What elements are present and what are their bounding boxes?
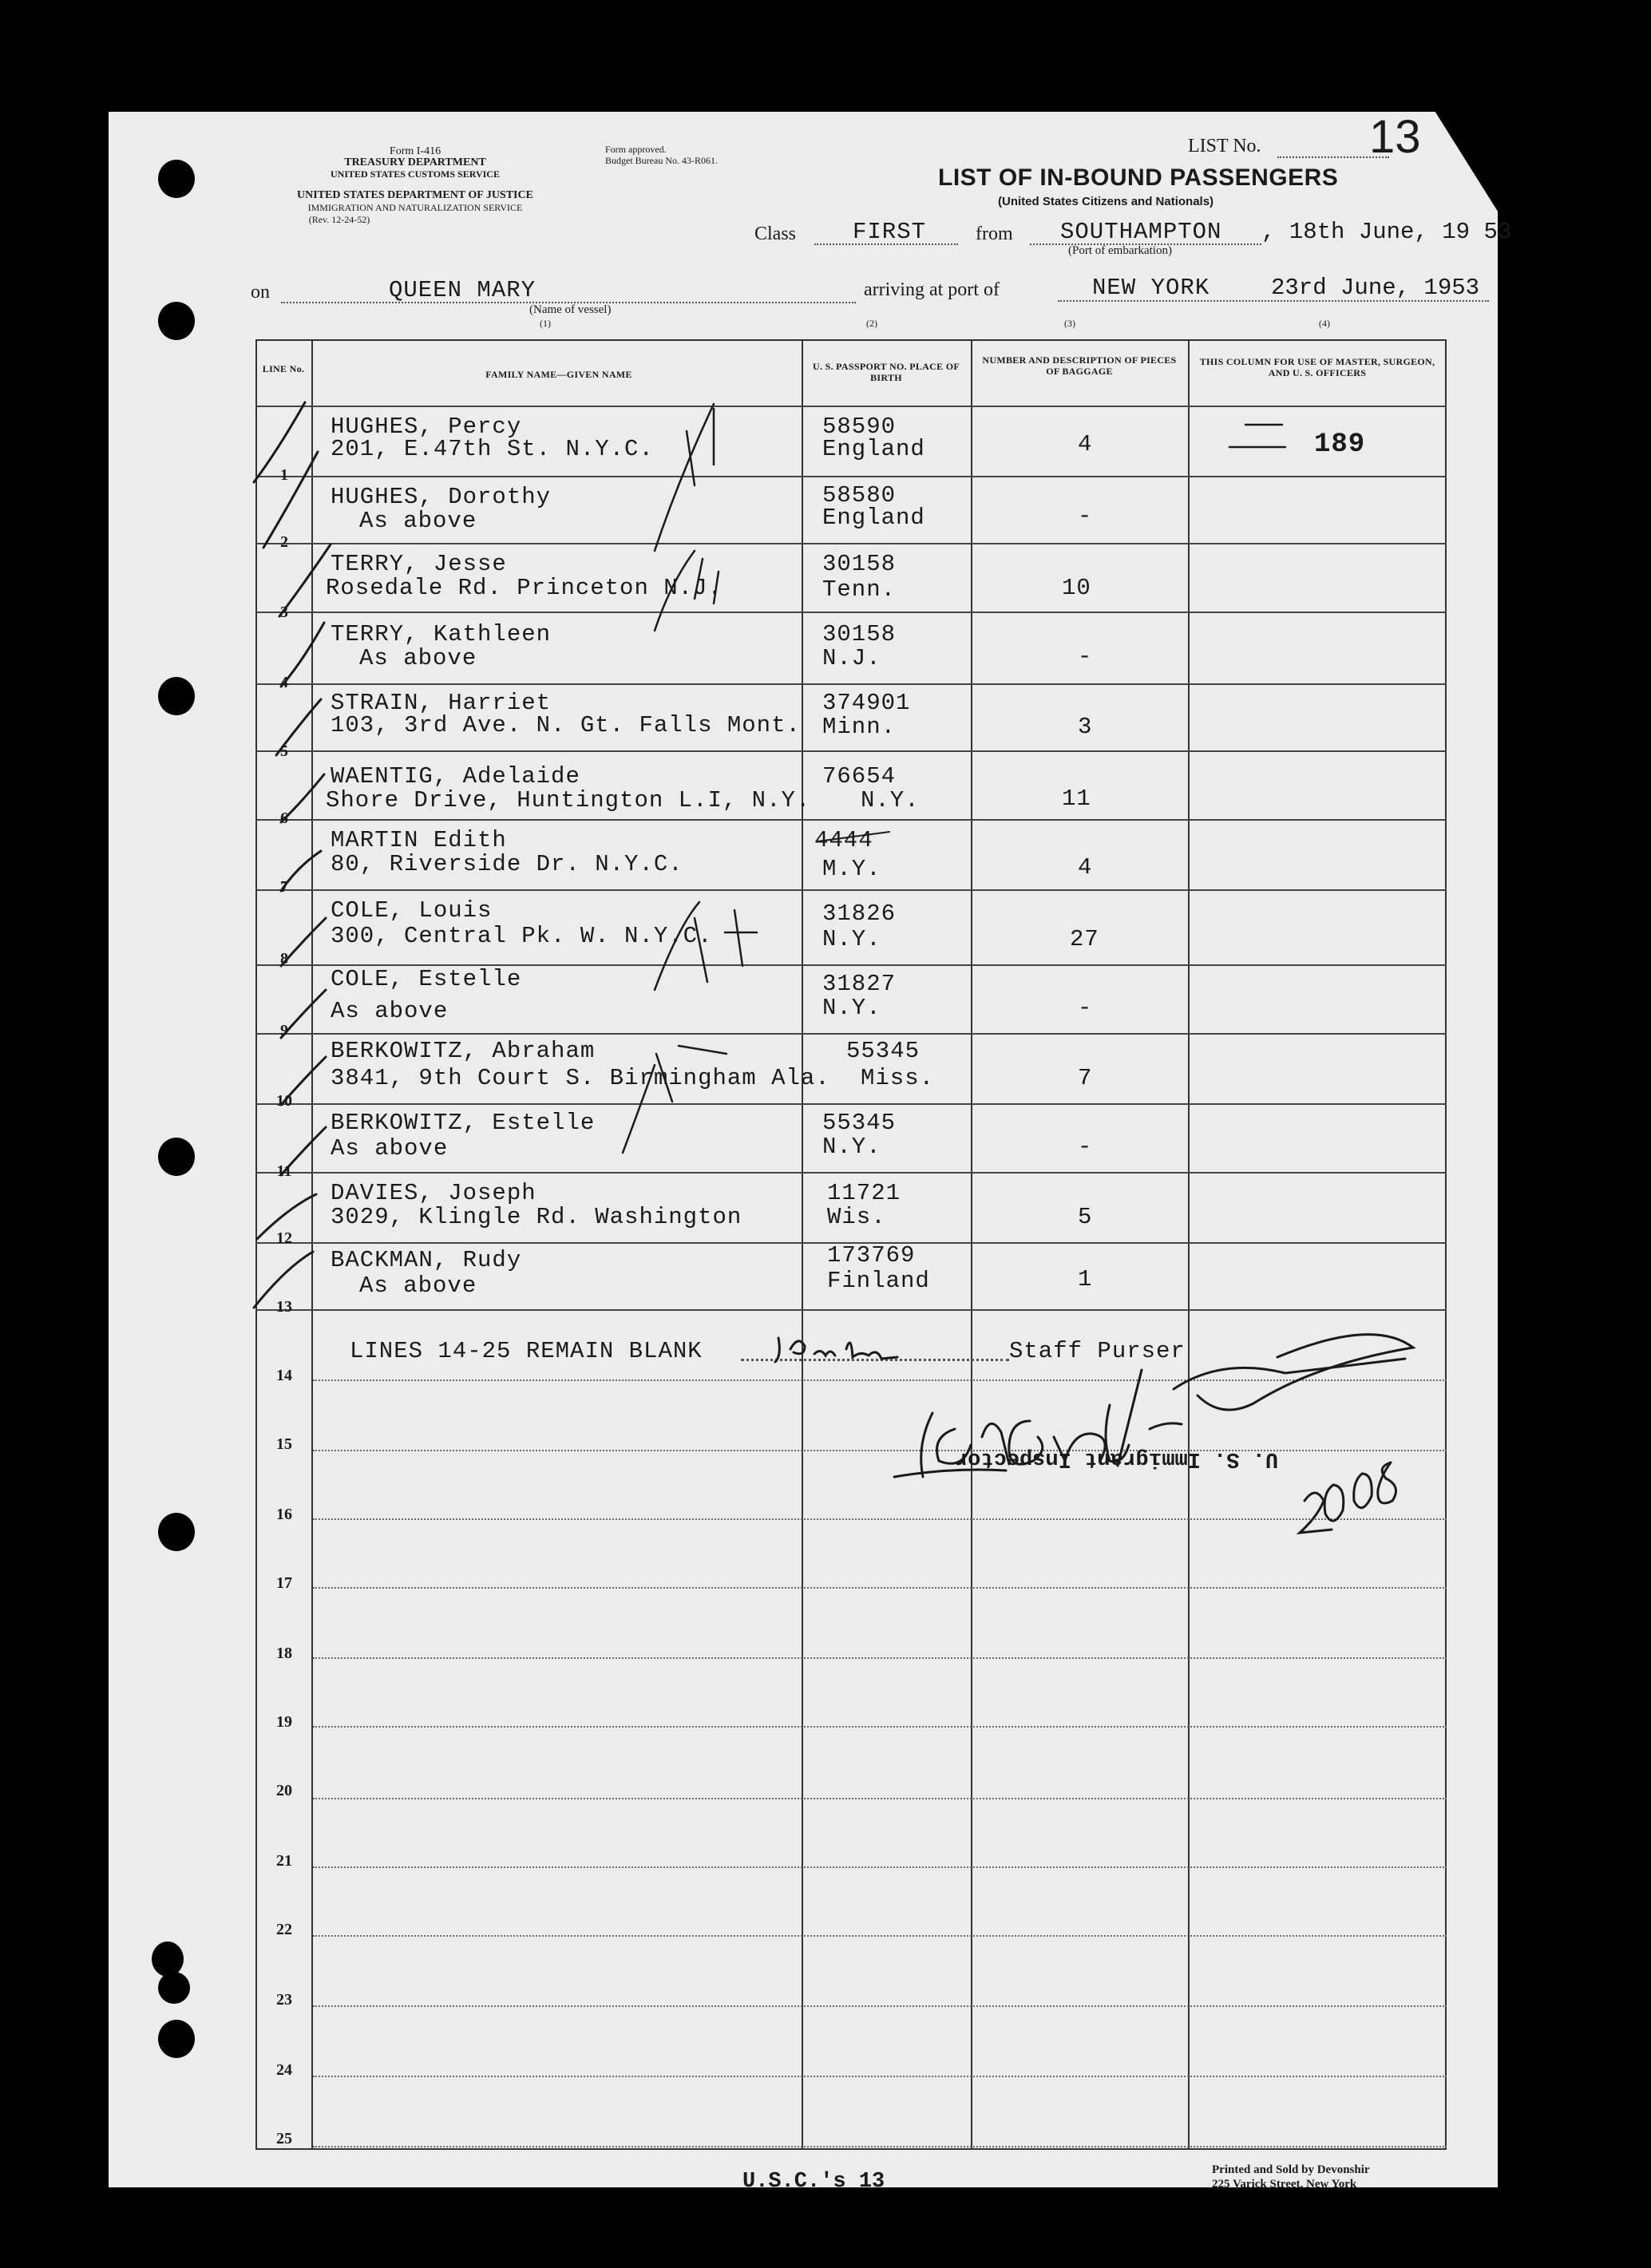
baggage-count: 5 [1078, 1204, 1093, 1230]
footer-code: U.S.C.'s 13 [742, 2170, 885, 2194]
passport-number: 76654 [822, 763, 897, 790]
justice-dept: UNITED STATES DEPARTMENT OF JUSTICE [297, 189, 533, 201]
list-no-label: LIST No. [1188, 136, 1261, 156]
row-rule [255, 543, 1447, 544]
baggage-count: 11 [1062, 786, 1091, 812]
row-rule [313, 2076, 1447, 2077]
line-number: 14 [276, 1367, 292, 1384]
class-label: Class [754, 224, 797, 244]
line-number: 23 [276, 1991, 292, 2009]
col-number-4: (4) [1319, 318, 1330, 329]
form-approved: Form approved. [605, 144, 667, 155]
place-of-birth: Finland [827, 1268, 930, 1294]
printer-line-2: 225 Varick Street, New York [1212, 2178, 1357, 2191]
line-number: 20 [276, 1782, 292, 1799]
place-of-birth: Wis. [827, 1204, 886, 1230]
passenger-name: MARTIN Edith [331, 827, 507, 853]
on-label: on [251, 282, 270, 303]
row-rule [255, 889, 1447, 891]
baggage-count: 10 [1062, 575, 1091, 601]
line-number: 11 [276, 1162, 292, 1180]
place-of-birth: N.Y. [861, 787, 920, 813]
passport-number: 30158 [822, 621, 897, 647]
class-value: FIRST [853, 219, 927, 245]
row-rule [313, 1657, 1447, 1659]
row-rule [313, 1587, 1447, 1589]
passport-number: 58590 [822, 414, 897, 440]
punch-hole [158, 1138, 195, 1176]
remain-blank-note: LINES 14-25 REMAIN BLANK [350, 1338, 703, 1364]
line-number: 6 [280, 809, 288, 827]
baggage-count: - [1078, 995, 1093, 1021]
line-number: 24 [276, 2061, 292, 2079]
baggage-count: 27 [1070, 926, 1099, 952]
baggage-count: - [1078, 1134, 1093, 1160]
passenger-name: COLE, Louis [331, 897, 493, 924]
place-of-birth: N.Y. [822, 926, 881, 952]
passenger-name: HUGHES, Dorothy [331, 484, 552, 510]
baggage-count: 4 [1078, 431, 1093, 457]
baggage-count: - [1078, 643, 1093, 670]
passport-number: 31827 [822, 971, 897, 997]
passport-number: 31826 [822, 900, 897, 927]
row-rule [313, 1726, 1447, 1728]
customs-service: UNITED STATES CUSTOMS SERVICE [331, 168, 500, 180]
punch-hole [158, 677, 195, 715]
place-of-birth: N.Y. [822, 1134, 881, 1160]
purser-sign-line [741, 1359, 1009, 1361]
from-value: SOUTHAMPTON [1060, 219, 1222, 245]
arrival-date: 23rd June, 1953 [1271, 275, 1480, 301]
revision: (Rev. 12-24-52) [308, 214, 370, 225]
form-subtitle: (United States Citizens and Nationals) [998, 195, 1214, 208]
col-header-baggage: NUMBER AND DESCRIPTION OF PIECES OF BAGGAGE [982, 354, 1177, 377]
passenger-name: BERKOWITZ, Estelle [331, 1110, 596, 1136]
passenger-name: TERRY, Jesse [331, 551, 507, 577]
port-embark-caption: (Port of embarkation) [1068, 244, 1172, 257]
line-number: 8 [280, 950, 288, 968]
passenger-address: As above [359, 1273, 477, 1299]
row-rule [255, 1033, 1447, 1035]
line-number: 16 [276, 1506, 292, 1523]
vessel-caption: (Name of vessel) [529, 303, 612, 316]
passenger-name: DAVIES, Joseph [331, 1180, 536, 1206]
passport-number: 4444 [814, 827, 873, 853]
place-of-birth: N.J. [822, 645, 881, 671]
passenger-address: As above [359, 508, 477, 534]
inspector-stamp: U. S. Immigrant Inspector [955, 1447, 1279, 1470]
passport-number: 374901 [822, 690, 911, 716]
place-of-birth: Miss. [861, 1065, 935, 1091]
row-rule [313, 1518, 1447, 1520]
row-rule [255, 1309, 1447, 1311]
baggage-count: 3 [1078, 714, 1093, 740]
passenger-address: 3841, 9th Court S. Birmingham Ala. [331, 1065, 830, 1091]
passenger-address: Shore Drive, Huntington L.I, N.Y. [326, 787, 811, 813]
officer-note: 189 [1314, 429, 1366, 460]
printer-line-1: Printed and Sold by Devonshir [1212, 2163, 1370, 2176]
row-rule [255, 683, 1447, 685]
passenger-address: 300, Central Pk. W. N.Y.C. [331, 923, 713, 949]
line-number: 22 [276, 1921, 292, 1938]
line-number: 7 [280, 878, 288, 896]
punch-hole [158, 1972, 190, 2004]
col-header-officers: THIS COLUMN FOR USE OF MASTER, SURGEON, AND U. S. OFFICERS [1199, 356, 1435, 378]
row-rule [255, 1172, 1447, 1174]
line-number: 21 [276, 1852, 292, 1870]
punch-hole [158, 1513, 195, 1551]
arriving-label: arriving at port of [864, 279, 1000, 300]
punch-hole [158, 160, 195, 198]
row-rule [313, 2146, 1447, 2147]
row-rule [255, 1103, 1447, 1105]
place-of-birth: N.Y. [822, 995, 881, 1021]
punch-hole [158, 2020, 195, 2058]
passenger-name: BERKOWITZ, Abraham [331, 1038, 596, 1064]
line-number: 12 [276, 1229, 292, 1247]
departure-date: , 18th June, 19 53 [1261, 219, 1512, 245]
line-number: 1 [280, 466, 288, 484]
line-number: 9 [280, 1022, 288, 1039]
punch-hole [152, 1941, 184, 1977]
line-number: 19 [276, 1713, 292, 1731]
row-rule [313, 1935, 1447, 1937]
line-number: 2 [280, 533, 288, 551]
baggage-count: 4 [1078, 854, 1093, 881]
col-number-1: (1) [540, 318, 551, 329]
header-rule [255, 406, 1447, 407]
col-number-3: (3) [1064, 318, 1075, 329]
line-number: 25 [276, 2130, 292, 2147]
baggage-count: - [1078, 503, 1093, 529]
col-number-2: (2) [866, 318, 877, 329]
passport-number: 11721 [827, 1180, 901, 1206]
staff-purser-label: Staff Purser [1009, 1338, 1186, 1364]
line-number: 13 [276, 1298, 292, 1316]
line-number: 3 [280, 604, 288, 621]
line-number: 17 [276, 1574, 292, 1592]
baggage-count: 1 [1078, 1266, 1093, 1292]
place-of-birth: Minn. [822, 714, 897, 740]
place-of-birth: England [822, 505, 925, 531]
row-rule [313, 2005, 1447, 2007]
passenger-address: 80, Riverside Dr. N.Y.C. [331, 851, 683, 877]
col-header-line: LINE No. [262, 363, 305, 374]
line-number: 15 [276, 1435, 292, 1453]
from-label: from [976, 224, 1013, 244]
passport-number: 55345 [822, 1110, 897, 1136]
punch-hole [158, 302, 195, 340]
row-rule [255, 612, 1447, 613]
passenger-name: COLE, Estelle [331, 966, 522, 992]
line-number: 10 [276, 1092, 292, 1110]
place-of-birth: Tenn. [822, 576, 897, 603]
list-no-value: 13 [1369, 111, 1421, 163]
passport-number: 58580 [822, 482, 897, 509]
line-number: 5 [280, 742, 288, 760]
row-rule [313, 1798, 1447, 1799]
row-rule [255, 750, 1447, 752]
row-rule [313, 1866, 1447, 1868]
treasury-dept: TREASURY DEPARTMENT [344, 156, 486, 168]
col-header-name: FAMILY NAME—GIVEN NAME [485, 369, 632, 380]
arrival-port: NEW YORK [1092, 275, 1210, 301]
passenger-name: WAENTIG, Adelaide [331, 763, 580, 790]
form-title: LIST OF IN-BOUND PASSENGERS [938, 164, 1339, 191]
place-of-birth: England [822, 436, 925, 462]
passenger-address: 3029, Klingle Rd. Washington [331, 1204, 742, 1230]
row-rule [313, 1379, 1447, 1381]
passenger-name: STRAIN, Harriet [331, 690, 552, 716]
passport-number: 30158 [822, 551, 897, 577]
passenger-address: As above [359, 645, 477, 671]
line-number: 4 [280, 674, 288, 691]
form-number: Form I-416 [389, 145, 441, 157]
row-rule [255, 476, 1447, 477]
passenger-address: Rosedale Rd. Princeton N.J. [326, 575, 723, 601]
budget-bureau: Budget Bureau No. 43-R061. [605, 155, 718, 166]
vessel-name: QUEEN MARY [389, 277, 536, 303]
passenger-name: TERRY, Kathleen [331, 621, 552, 647]
col-header-passport: U. S. PASSPORT NO. PLACE OF BIRTH [813, 361, 960, 383]
passenger-name: BACKMAN, Rudy [331, 1247, 522, 1273]
passenger-address: As above [331, 1135, 449, 1162]
passenger-name: HUGHES, Percy [331, 414, 522, 440]
passport-number: 173769 [827, 1242, 916, 1269]
place-of-birth: M.Y. [822, 856, 881, 882]
passenger-address: 103, 3rd Ave. N. Gt. Falls Mont. [331, 712, 801, 738]
passport-number: 55345 [846, 1038, 921, 1064]
passenger-address: As above [331, 998, 449, 1024]
row-rule [255, 819, 1447, 821]
baggage-count: 7 [1078, 1065, 1093, 1091]
passenger-address: 201, E.47th St. N.Y.C. [331, 436, 654, 462]
ins-service: IMMIGRATION AND NATURALIZATION SERVICE [307, 202, 523, 213]
line-number: 18 [276, 1645, 292, 1662]
